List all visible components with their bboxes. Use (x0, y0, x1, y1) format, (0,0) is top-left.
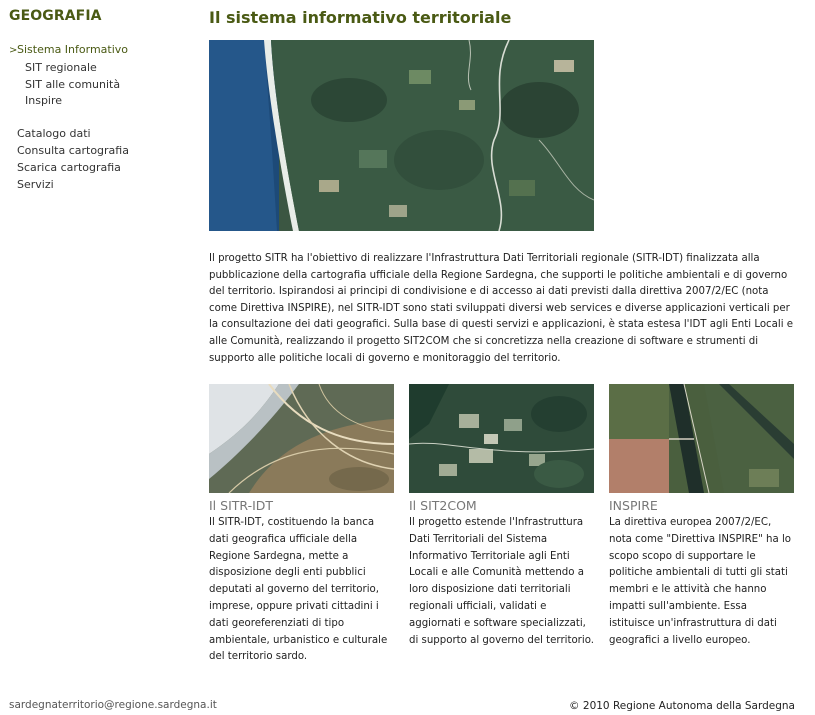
card-image-inspire (609, 384, 794, 493)
sidebar-item-sistema-informativo[interactable] (9, 42, 184, 60)
sidebar-item-sit-comunita[interactable]: SIT alle comunità (25, 77, 121, 91)
hero-satellite-image (209, 40, 594, 231)
sidebar-item-label: Sistema Informativo (17, 43, 129, 56)
sidebar-item-scarica-cartografia[interactable]: Scarica cartografia (17, 160, 121, 174)
card-title[interactable]: Il SITR-IDT (209, 498, 274, 513)
chevron-right-icon: > (9, 45, 18, 56)
card-sitr-idt[interactable] (209, 384, 394, 666)
site-brand[interactable]: GEOGRAFIA (9, 8, 102, 24)
sidebar-item-inspire[interactable]: Inspire (25, 94, 63, 108)
card-text: Il progetto estende l'Infrastruttura Dati Territoriali del Sistema Informativo Territoriale agli Enti Locali e alle Comunità mettendo a loro disposizione dati territoriali regionali ufficiali, validati e aggiornati e software specializzati, di supporto al governo del territorio. (409, 517, 594, 646)
card-image-sit2com (409, 384, 594, 493)
card-text: La direttiva europea 2007/2/EC, nota come "Direttiva INSPIRE" ha lo scopo scopo di supportare le politiche ambientali di tutti gli stati membri e le attività che hanno impatti sull'ambiente. Essa istituisce un'infrastruttura di dati geografici a livello europeo. (609, 517, 792, 646)
card-image-sitr-idt (209, 384, 394, 493)
footer-copyright: © 2010 Regione Autonoma della Sardegna (569, 700, 795, 712)
footer-email-link[interactable]: sardegnaterritorio@regione.sardegna.it (9, 699, 217, 711)
sidebar-nav (9, 42, 184, 193)
card-inspire[interactable] (609, 384, 794, 649)
sidebar-item-sit-regionale[interactable]: SIT regionale (25, 60, 97, 74)
page-title: Il sistema informativo territoriale (209, 8, 512, 27)
card-text: Il SITR-IDT, costituendo la banca dati geografica ufficiale della Regione Sardegna, mette a disposizione degli enti pubblici deputati al governo del territorio, imprese, oppure privati cittadini i dati georeferenziati di tipo ambientale, urbanistico e culturale del territorio sardo. (209, 517, 388, 663)
sidebar-spacer (9, 110, 184, 126)
card-title[interactable]: INSPIRE (609, 498, 658, 513)
card-title[interactable]: Il SIT2COM (409, 498, 477, 513)
card-sit2com[interactable] (409, 384, 594, 649)
sidebar-item-consulta-cartografia[interactable]: Consulta cartografia (17, 143, 129, 157)
sidebar-item-catalogo-dati[interactable]: Catalogo dati (17, 127, 91, 141)
intro-paragraph: Il progetto SITR ha l'obiettivo di realizzare l'Infrastruttura Dati Territoriali regionale (SITR-IDT) finalizzata alla pubblicazione della cartografia ufficiale della Regione Sardegna, che supporti le politiche ambientali e di governo del territorio. Ispirandosi ai principi di condivisione e di accesso ai dati previsti dalla direttiva 2007/2/EC (nota come Direttiva INSPIRE), nel SITR-IDT sono stati sviluppati diversi web services e diverse applicazioni verticali per la consultazione dei dati geografici. Sulla base di questi servizi e applicazioni, è stata estesa l'IDT agli Enti Locali e alle Comunità, realizzando il progetto SIT2COM che si concretizza nella creazione di software e strumenti di supporto alle politiche locali di governo e monitoraggio del territorio. (209, 253, 794, 364)
sidebar-item-servizi[interactable]: Servizi (17, 177, 54, 191)
